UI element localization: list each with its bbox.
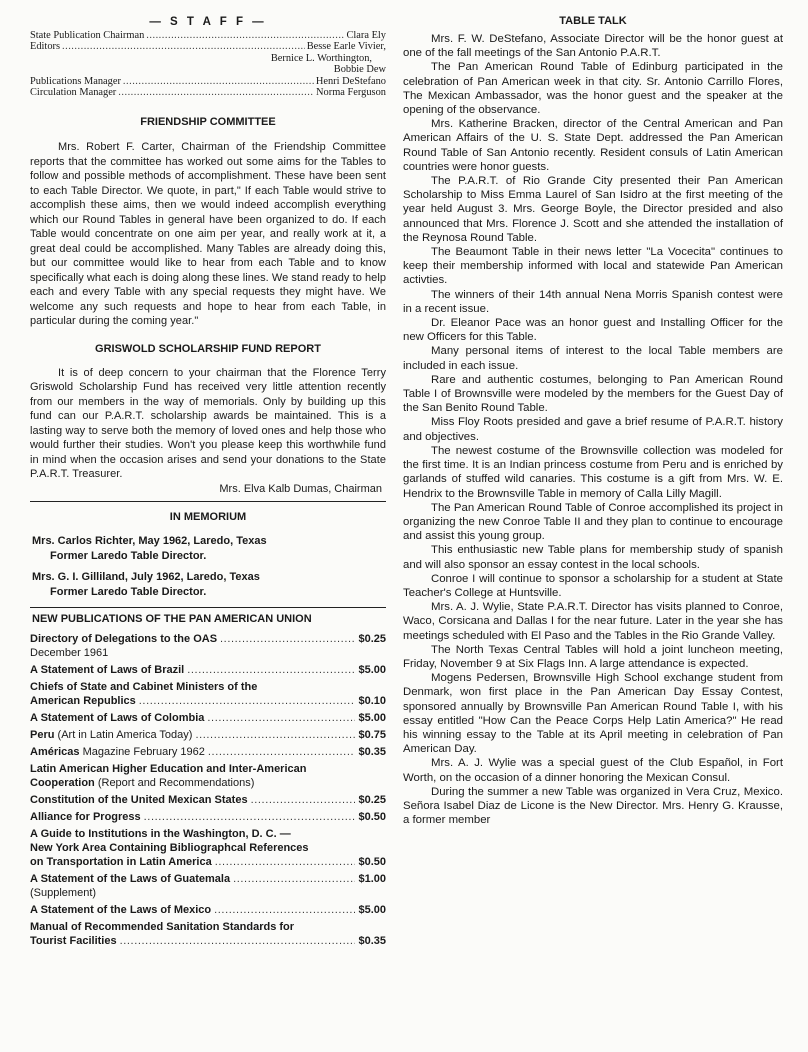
- staff-heading: — S T A F F —: [149, 16, 267, 28]
- publication-title: [30, 903, 211, 917]
- staff-person: Clara Ely: [346, 30, 386, 41]
- staff-person: Henri DeStefano: [315, 75, 386, 87]
- table-talk-paragraph: Mrs. Katherine Bracken, director of the Central American and Pan American Affairs of the U. S. State Dept. addressed the Pan American Round Table of San Antonio recently. Resident consuls of Latin American countries were honor guests.: [403, 118, 783, 173]
- right-column: [403, 14, 783, 827]
- publication-title-text: A Statement of the Laws of Guatemala: [30, 873, 231, 886]
- table-talk-paragraph: During the summer a new Table was organized in Vera Cruz, Mexico. Señora Isabel Diaz de Licone is the New Director. Mrs. Henry G. Krausse, a former member: [403, 785, 783, 827]
- dot-leader: [220, 632, 355, 646]
- staff-row: [30, 76, 386, 87]
- publication-title: [30, 632, 217, 646]
- publication-price: $0.25: [358, 633, 386, 646]
- table-talk-paragraph: The Beaumont Table in their news letter "La Vocecita" continues to keep their membership informed with local and statewide Pan American activties.: [403, 246, 783, 287]
- publication-title-text: American Republics: [30, 695, 136, 708]
- publication-title-text: Peru: [30, 729, 55, 742]
- publication-title: [30, 855, 212, 869]
- publication-line: [30, 903, 386, 917]
- staff-role: Circulation Manager: [30, 86, 117, 98]
- publication-title: [30, 934, 117, 948]
- dot-leader: [144, 810, 356, 824]
- table-talk-paragraph: The Pan American Round Table of Edinburg participated in the celebration of Pan American week in that city. Sr. Antonio Carrillo Flores, The Mexican Ambassador, was the honor guest and the speaker at the opening of the observance.: [403, 61, 783, 117]
- memoriam-entry: [30, 534, 386, 563]
- staff-person: Bernice L. Worthington,: [270, 52, 372, 64]
- table-talk-paragraph: The Pan American Round Table of Conroe accomplished its project in organizing the new Conroe Table II and they plan to continue to encourage and assist this young group.: [403, 501, 783, 543]
- friendship-heading: FRIENDSHIP COMMITTEE: [140, 116, 276, 129]
- publication-line: [30, 855, 386, 869]
- publication-title-text: A Statement of the Laws of Mexico: [30, 904, 212, 917]
- publication-title-text: on Transportation in Latin America: [30, 856, 212, 869]
- publication-line: [30, 872, 386, 886]
- publication-price: $0.10: [358, 695, 386, 708]
- griswold-signature: Mrs. Elva Kalb Dumas, Chairman: [219, 482, 382, 495]
- section-divider: [30, 607, 386, 608]
- publication-title-text: Tourist Facilities: [30, 935, 117, 948]
- publication-title: [30, 793, 248, 807]
- publication-title: [30, 728, 192, 742]
- publication-line: [30, 663, 386, 677]
- staff-row: [30, 87, 386, 98]
- publication-item: [30, 711, 386, 725]
- publication-title-text: Constitution of the United Mexican States: [30, 794, 248, 807]
- publication-price: $5.00: [358, 712, 386, 725]
- dot-leader: [233, 872, 355, 886]
- publication-title-text: Directory of Delegations to the OAS: [30, 633, 218, 646]
- publication-title: [30, 776, 254, 790]
- table-talk-heading: TABLE TALK: [559, 15, 627, 27]
- publication-item: [30, 827, 386, 869]
- publication-line: [30, 745, 386, 759]
- publication-title-line: Chiefs of State and Cabinet Ministers of the: [30, 681, 258, 694]
- publications-heading: NEW PUBLICATIONS OF THE PAN AMERICAN UNION: [32, 613, 312, 626]
- dot-leader: [195, 728, 355, 742]
- publication-price: $0.50: [358, 856, 386, 869]
- staff-role: Editors: [30, 41, 61, 53]
- publications-list: [30, 632, 386, 948]
- publication-item: [30, 632, 386, 660]
- dot-leader: [215, 855, 356, 869]
- publication-title-line: New York Area Containing Bibliographcal References: [30, 842, 309, 855]
- staff-row: [30, 30, 386, 41]
- publication-title-line: A Guide to Institutions in the Washington, D. C. —: [30, 828, 291, 841]
- friendship-text: Mrs. Robert F. Carter, Chairman of the Friendship Committee reports that the committee has worked out some aims for the Tables to follow and possible methods of accomplishment. These have been sent to each Table Director. We quote, in part," If each Table would strive to accomplish these aims, then we would indeed accomplish everything which our Round Tables in general have been organized to do. If each Table would concentrate on one aim per year, and really work at it, a great deal could be accomplished. Many Tables are already doing this, but our committee would like to hear from each Table and to know specifically what each is doing along these lines. We stand ready to help each and every Table with any special requests they might have. We welcome any such requests and hope to hear from each Table, in particular during the coming year.": [30, 141, 386, 328]
- publication-title-line: Manual of Recommended Sanitation Standards for: [30, 921, 295, 934]
- memoriam-line: Mrs. Carlos Richter, May 1962, Laredo, Texas: [32, 535, 267, 548]
- dot-leader: [251, 793, 356, 807]
- publication-line: [30, 776, 386, 790]
- dot-leader: [123, 76, 314, 87]
- table-talk-paragraph: Rare and authentic costumes, belonging to Pan American Round Table I of Brownsville were modeled by the members for the Guest Day of the San Benito Round Table.: [403, 373, 783, 415]
- dot-leader: [208, 745, 356, 759]
- publication-line: [30, 711, 386, 725]
- publication-price: $0.75: [358, 729, 386, 742]
- publication-line: [30, 810, 386, 824]
- publication-price: $1.00: [358, 873, 386, 886]
- publication-title-text: Alliance for Progress: [30, 811, 141, 824]
- memoriam-heading: IN MEMORIUM: [169, 511, 247, 524]
- publication-item: [30, 793, 386, 807]
- table-talk-paragraph: Mrs. A. J. Wylie was a special guest of the Club Español, in Fort Worth, on the occasion of a dinner honoring the Mexican Consul.: [403, 757, 783, 784]
- griswold-heading: GRISWOLD SCHOLARSHIP FUND REPORT: [95, 342, 321, 355]
- publication-price: $0.35: [358, 935, 386, 948]
- table-talk-paragraph: Miss Floy Roots presided and gave a brief resume of P.A.R.T. history and objectives.: [403, 416, 783, 443]
- publication-title-line: Latin American Higher Education and Inter-American: [30, 763, 307, 776]
- publication-title-text: Américas: [30, 746, 80, 759]
- publication-item: [30, 872, 386, 900]
- publication-subtitle: (Supplement): [30, 887, 97, 900]
- left-column: [30, 14, 386, 951]
- memoriam-line: Former Laredo Table Director.: [50, 549, 207, 562]
- dot-leader: [139, 694, 356, 708]
- table-talk-paragraph: Mrs. F. W. DeStefano, Associate Director will be the honor guest at one of the fall meetings of the San Antonio P.A.R.T.: [403, 33, 783, 60]
- publication-title: [30, 745, 205, 759]
- publication-item: [30, 663, 386, 677]
- publication-item: [30, 745, 386, 759]
- staff-list: [30, 30, 386, 98]
- publication-subtitle: December 1961: [30, 647, 109, 660]
- staff-role: Publications Manager: [30, 75, 121, 87]
- table-talk-paragraph: Many personal items of interest to the local Table members are included in each issue.: [403, 345, 783, 372]
- publication-title-text: A Statement of Laws of Colombia: [30, 712, 205, 725]
- table-talk-paragraph: Dr. Eleanor Pace was an honor guest and Installing Officer for the new Officers for this Table.: [403, 317, 783, 344]
- table-talk-paragraph: The North Texas Central Tables will hold a joint luncheon meeting, Friday, November 9 at Six Flags Inn. A large attendance is expected.: [403, 643, 783, 670]
- section-divider: [30, 501, 386, 502]
- publication-title: [30, 810, 141, 824]
- publication-line: [30, 632, 386, 646]
- publication-price: $0.50: [358, 811, 386, 824]
- dot-leader: [62, 41, 305, 52]
- publication-item: [30, 680, 386, 708]
- publication-note: Magazine February 1962: [79, 746, 205, 759]
- table-talk-paragraph: This enthusiastic new Table plans for membership study of spanish and will also sponsor an essay contest in the local schools.: [403, 544, 783, 571]
- dot-leader: [207, 711, 355, 725]
- publication-item: [30, 903, 386, 917]
- table-talk-paragraph: The winners of their 14th annual Nena Morris Spanish contest were in a recent issue.: [403, 288, 783, 315]
- publication-price: $5.00: [358, 664, 386, 677]
- publication-title-text: A Statement of Laws of Brazil: [30, 664, 185, 677]
- table-talk-paragraph: Mrs. A. J. Wylie, State P.A.R.T. Director has visits planned to Conroe, Waco, Corsicana and Dallas I for the near future. Later in the year she has meetings scheduled with El Paso and the Tables in the Rio Grande Valley.: [403, 601, 783, 642]
- publication-title: [30, 694, 136, 708]
- dot-leader: [187, 663, 355, 677]
- publication-line: [30, 728, 386, 742]
- publication-item: [30, 728, 386, 742]
- staff-person: Besse Earle Vivier,: [306, 41, 386, 53]
- memoriam-line: Former Laredo Table Director.: [50, 585, 207, 598]
- table-talk-paragraph: The P.A.R.T. of Rio Grande City presented their Pan American Scholarship to Miss Emma Laurel of San Isidro at the first meeting of the year held August 3. Mrs. George Boyle, the Director presided and also announced that Mrs. Florence J. Scott and she attended the installation of the Reynosa Round Table.: [403, 175, 783, 244]
- publication-line: [30, 694, 386, 708]
- publication-item: [30, 810, 386, 824]
- memoriam-line: Mrs. G. I. Gilliland, July 1962, Laredo, Texas: [32, 571, 260, 584]
- publication-item: [30, 920, 386, 948]
- table-talk-paragraph: Conroe I will continue to sponsor a scholarship for a student at State Teacher's College at Huntsville.: [403, 572, 783, 599]
- memoriam-entry: [30, 570, 386, 599]
- publication-title: [30, 711, 204, 725]
- griswold-text: It is of deep concern to your chairman that the Florence Terry Griswold Scholarship Fund has received very little attention recently from our members in the way of memorials. Only by building up this fund can our P.A.R.T. scholarship awards be maintained. This is a lasting way to serve both the memory of loved ones and help those who would further their studies. Won't you please keep this worthwhile fund in mind when the occasion arises and send your donations to the State P.A.R.T. Treasurer.: [30, 366, 386, 481]
- publication-price: $0.25: [358, 794, 386, 807]
- publication-title: [30, 872, 230, 886]
- table-talk-body: [403, 32, 783, 827]
- publication-title: [30, 663, 184, 677]
- staff-row: [30, 41, 386, 52]
- publication-item: [30, 762, 386, 790]
- staff-role: State Publication Chairman: [30, 30, 145, 41]
- publication-title-text: Cooperation: [30, 777, 95, 790]
- publication-note: (Art in Latin America Today): [54, 729, 193, 742]
- table-talk-paragraph: Mogens Pedersen, Brownsville High School exchange student from Denmark, won first place in the Pan American Day Essay Contest, sponsored annually by Brownsville Pan American Round Table I, with his essay entitled "How Can the Peace Corps Help Latin America?" He read his winning essay to the Table at its April meeting in celebration of Pan American Day.: [403, 672, 783, 756]
- dot-leader: [214, 903, 355, 917]
- publication-price: $5.00: [358, 904, 386, 917]
- staff-person: Bobbie Dew: [333, 64, 386, 76]
- publication-line: [30, 934, 386, 948]
- staff-person: Norma Ferguson: [316, 86, 386, 98]
- table-talk-paragraph: The newest costume of the Brownsville collection was modeled for the first time. It is an Indian princess costume from Peru and is enriched by garlands of stuffed wild canaries. This costume is a gift from Mrs. W. E. Hendrix to the Brownsville Table in memory of Calla Lilly Magill.: [403, 444, 783, 500]
- publication-price: $0.35: [358, 746, 386, 759]
- dot-leader: [120, 934, 356, 948]
- publication-line: [30, 793, 386, 807]
- dot-leader: [146, 30, 344, 41]
- publication-note: (Report and Recommendations): [94, 777, 255, 790]
- dot-leader: [118, 87, 314, 98]
